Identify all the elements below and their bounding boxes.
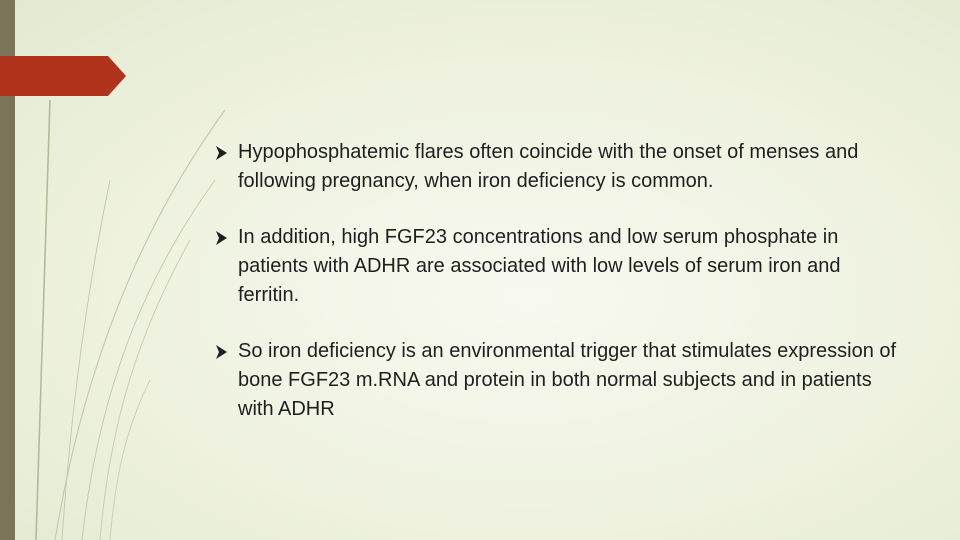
bullet-text: So iron deficiency is an environmental trigger that stimulates expression of bone FGF23 m.RNA and protein in both normal subjects and in patients with ADHR (238, 340, 897, 420)
bullet-text: In addition, high FGF23 concentrations and low serum phosphate in patients with ADHR are associated with low levels of serum iron and ferritin. (238, 226, 841, 306)
arrow-bullet-icon (214, 337, 230, 366)
accent-flag (0, 0, 130, 540)
bullet-list (214, 138, 904, 451)
list-item (214, 223, 904, 310)
bullet-text: Hypophosphatemic flares often coincide with the onset of menses and following pregnancy, when iron deficiency is common. (238, 141, 859, 192)
arrow-bullet-icon (214, 138, 230, 167)
arrow-bullet-icon (214, 223, 230, 252)
list-item (214, 337, 904, 424)
list-item (214, 138, 904, 196)
